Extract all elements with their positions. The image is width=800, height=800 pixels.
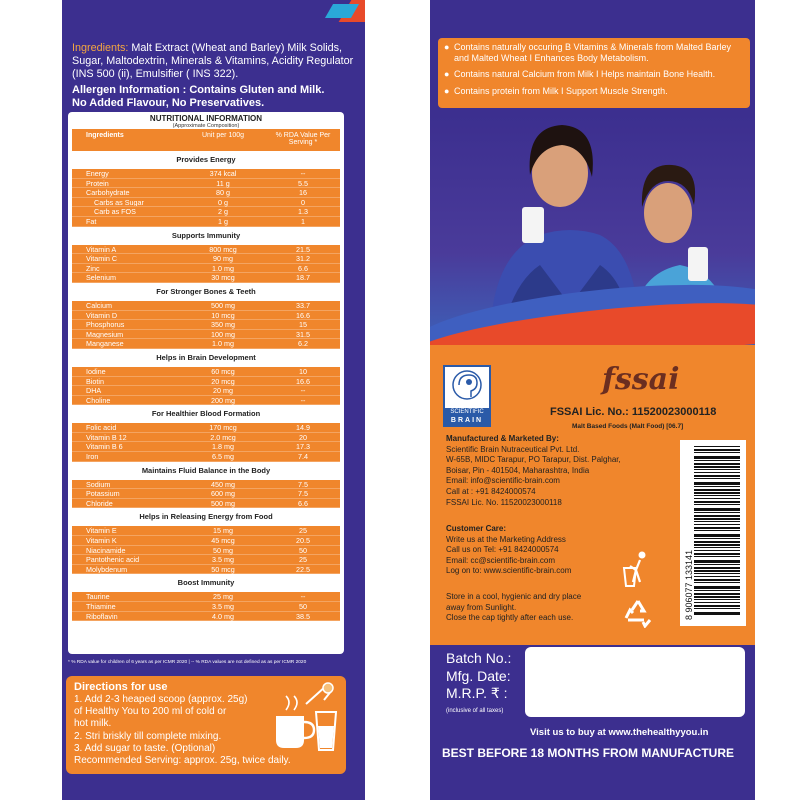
nutrient-amount: 500 mg [211,300,235,310]
nutrient-name: Pantothenic acid [86,555,140,564]
barcode-bar [694,515,740,517]
nutrient-name: Phosphorus [86,320,125,329]
bullet-icon: ● [444,85,450,96]
bullet-icon: ● [444,42,450,52]
nutrient-rda: 38.5 [296,611,310,621]
nutrient-name: Magnesium [86,329,124,339]
nutrient-name: Folic acid [86,423,117,432]
nutrient-rda: 6.2 [298,339,308,349]
barcode-bar [694,564,740,565]
nutrient-amount: 15 mg [213,526,233,536]
barcode-bar [694,501,740,503]
nutrient-rda: 25 [299,555,307,565]
nutrient-name: Manganese [86,339,124,348]
nutrient-name: Molybdenum [86,564,128,574]
nutrient-amount: 20 mcg [211,376,235,386]
nutrient-rda: 15 [299,320,307,330]
nutrient-amount: 0 g [218,197,228,207]
barcode-bar [694,456,740,459]
directions-line: 1. Add 2-3 heaped scoop (approx. 25g) [74,694,248,705]
brain-head-icon [445,367,489,403]
nutrient-amount: 90 mg [213,254,233,264]
barcode-bar [694,482,740,485]
nutrient-amount: 450 mg [211,479,235,489]
barcode-bar [694,478,740,479]
barcode-bar [694,534,740,537]
dispose-in-bin-icon [620,550,652,590]
benefit-text: Contains natural Calcium from Milk I Helps maintain Bone Health. [454,69,716,80]
nutrient-amount: 11 g [216,178,230,188]
fssai-logo: fssai [602,362,680,397]
nutrient-rda: 17.3 [296,442,310,452]
barcode-bar [694,553,740,555]
nutrient-name: Chloride [86,498,113,508]
barcode-bar [694,544,740,546]
nutrient-amount: 60 mcg [211,366,235,376]
nutrition-row [72,442,340,452]
barcode-bar [694,560,740,563]
nutrient-name: Riboflavin [86,611,118,621]
barcode-bar [694,567,740,569]
directions-title: Directions for use [74,681,168,693]
nutrition-row [72,536,340,546]
nutrient-amount: 800 mcg [209,244,237,254]
care-heading: Customer Care: [446,524,507,533]
barcode-bar [694,475,740,477]
nutrition-section-heading: Maintains Fluid Balance in the Body [141,465,271,475]
nutrient-name: Carbs as Sugar [94,197,144,207]
nutrient-name: Potassium [86,489,120,498]
nutrition-row [72,217,340,227]
nutrient-amount: 1.0 mg [212,263,234,273]
care-line: Write us at the Marketing Address [446,534,566,544]
barcode-bar [694,612,740,615]
food-category: Malt Based Foods (Malt Food) [06.7] [572,423,684,430]
barcode-bar [694,608,740,609]
barcode-bar [694,486,740,487]
nutrient-name: Choline [86,395,111,405]
nutrient-name: Protein [86,178,109,188]
header-unit: Unit per 100g [201,132,245,139]
barcode-bar [694,518,740,520]
nutrient-amount: 170 mcg [209,423,237,433]
nutrient-amount: 10 mcg [211,310,235,320]
barcode-bar [694,582,740,583]
storage-line: Close the cap tightly after each use. [446,613,574,623]
manufacturer-heading: Manufactured & Marketed By: [446,434,559,443]
nutrition-row [72,367,340,377]
barcode-bar [694,596,740,598]
nutrition-row [72,433,340,443]
nutrition-row [72,602,340,612]
nutrient-rda: 31.5 [296,329,310,339]
nutrition-row [72,612,340,622]
header-rda: % RDA Value Per Serving * [275,132,331,146]
nutrition-row [72,565,340,575]
barcode-bar [694,547,740,548]
barcode-bar [694,527,740,529]
nutrient-rda: 31.2 [296,254,310,264]
barcode-bar [694,550,740,551]
barcode-bar [694,538,740,539]
nutrient-name: DHA [86,386,102,395]
nutrient-name: Vitamin B 12 [86,432,127,442]
nutrition-section-heading: Helps in Releasing Energy from Food [139,512,273,522]
logo-text-scientific: SCIENTIFIC [445,408,489,416]
nutrient-amount: 600 mg [211,489,235,499]
allergen-line: Allergen Information : Contains Gluten and Milk. [72,84,325,96]
manufacturer-line: Call at : +91 8424000574 [446,486,536,496]
nutrient-rda: 6.6 [298,263,308,273]
nutrition-row [72,339,340,349]
nutrient-amount: 500 mg [211,498,235,508]
nutrient-name: Vitamin K [86,536,117,545]
nutrient-amount: 50 mcg [211,564,235,574]
nutrition-row [72,273,340,283]
barcode-bar [694,524,740,525]
nutrition-row [72,264,340,274]
nutrient-amount: 25 mg [213,592,233,602]
nutrient-rda: 0 [301,197,305,207]
barcode-bar [694,521,740,522]
directions-line: hot milk. [74,718,112,730]
barcode-bar [694,449,740,451]
manufacturer-line: Scientific Brain Nutraceutical Pvt. Ltd. [446,444,580,454]
rda-footnote: * % RDA value for children of 6 years as per ICMR 2020 | -- % RDA values are not defined as as per ICMR 2020 [68,660,307,665]
nutrition-row [72,198,340,208]
nutrient-rda: 20 [299,432,307,442]
barcode-digits: 8 906077 133141 [684,549,694,620]
directions-line: of Healthy You to 200 ml of cold or [74,706,227,718]
nutrient-name: Niacinamide [86,545,126,555]
barcode-bar [694,586,740,589]
barcode-bar [694,463,740,465]
nutrition-row [72,480,340,490]
nutrient-amount: 2 g [218,207,228,217]
benefit-text: Contains naturally occuring B Vitamins & Minerals from Malted Barley and Malted Wheat I Enhances Body Metabolism. [454,42,731,64]
nutrition-row [72,489,340,499]
ingredients-label: Ingredients: [72,42,129,54]
barcode-bar [694,512,740,513]
batch-label: Batch No.: [446,650,512,666]
nutrition-row [72,452,340,462]
nutrient-rda: 22.5 [296,564,310,574]
nutrition-section-heading: Boost Immunity [177,578,235,588]
barcode-bar [694,605,740,607]
nutrient-amount: 1.8 mg [212,442,234,452]
nutrient-name: Carb as FOS [94,207,136,216]
care-line: Log on to: www.scientific-brain.com [446,566,572,576]
best-before: BEST BEFORE 18 MONTHS FROM MANUFACTURE [442,746,735,760]
directions-line: 3. Add sugar to taste. (Optional) [74,742,216,754]
nutrient-rda: 7.5 [298,479,308,489]
benefit-text: Contains protein from Milk I Support Muscle Strength. [454,85,668,96]
nutrient-rda: 14.9 [296,423,310,433]
nutrient-amount: 1.0 mg [212,339,234,349]
mfg-date-label: Mfg. Date: [446,667,511,684]
nutrition-subtitle: (Approximate Composition) [172,123,240,129]
nutrient-rda: 5.5 [298,178,308,188]
nutrient-rda: 7.5 [298,489,308,499]
nutrient-amount: 20 mg [213,386,233,396]
nutrient-amount: 6.5 mg [212,452,234,462]
nutrition-row [72,254,340,264]
barcode-bar [694,590,740,591]
nutrition-body [72,151,340,621]
directions-box [66,676,346,774]
manufacturer-line: W-65B, MIDC Tarapur, PO Tarapur, Dist. Palghar, [446,455,621,465]
nutrition-header-row [72,129,340,151]
nutrient-amount: 2.0 mcg [210,432,236,442]
nutrition-row [72,396,340,406]
nutrition-section-heading: For Healthier Blood Formation [151,409,261,419]
directions-line: Recommended Serving: approx. 25g, twice daily. [74,755,291,767]
barcode-bar [694,576,740,577]
manufacturer-info [446,434,666,508]
nutrient-rda: 1.3 [298,207,308,217]
nutrient-amount: 350 mg [211,320,235,330]
barcode-bar [694,573,740,574]
header-ingredients: Ingredients [86,132,124,139]
batch-mrp-print-box [525,647,745,717]
nutrient-name: Thiamine [86,602,116,611]
nutrition-section-heading: For Stronger Bones & Teeth [156,286,256,296]
barcode-bar [694,508,740,511]
nutrient-name: Energy [86,169,109,178]
nutrient-amount: 80 g [216,188,230,198]
nutrient-name: Vitamin B 6 [86,442,123,452]
directions-line: 2. Stri briskly till complete mixing. [74,730,222,742]
barcode-bar [694,489,740,491]
storage-line: away from Sunlight. [446,602,517,612]
nutrient-amount: 30 mcg [211,273,235,283]
nutrition-section-heading: Helps in Brain Development [156,352,256,362]
mrp-note: (inclusive of all taxes) [446,707,504,714]
recycle-icon [622,598,654,628]
barcode-bar [694,556,740,557]
nutrient-amount: 50 mg [213,545,233,555]
mrp-label: M.R.P. ₹ : [446,685,508,701]
barcode-bar [694,599,740,600]
nutrition-row [72,423,340,433]
nutrient-name: Taurine [86,592,110,601]
nutrient-rda: 18.7 [296,273,310,283]
website-visit: Visit us to buy at www.thehealthyyou.in [530,727,709,738]
nutrient-rda: 20.5 [296,536,310,546]
barcode-bar [694,541,740,543]
nutrition-row [72,546,340,556]
nutrient-rda: 21.5 [296,244,310,254]
ingredients-list: Malt Extract (Wheat and Barley) Milk Solids, Sugar, Maltodextrin, Minerals & Vitamins, Acidity Regulator (INS 500 (ii), Emulsifier ( INS 322). [72,42,354,80]
nutrient-rda: -- [300,386,306,396]
nutrient-amount: 1 g [218,216,228,226]
barcode-bar [694,530,740,531]
care-line: Email: cc@scientific-brain.com [446,555,556,565]
nutrition-row [72,386,340,396]
nutrition-table [68,112,344,654]
nutrient-name: Selenium [86,273,116,282]
nutrition-row [72,330,340,340]
barcode-bar [694,472,740,473]
logo-text-brain: BRAIN [445,416,489,426]
nutrient-amount: 100 mg [211,329,235,339]
nutrition-row [72,592,340,602]
nutrient-rda: 6.6 [298,498,308,508]
barcode-bar [694,593,740,595]
storage-line: Store in a cool, hygienic and dry place [446,592,582,601]
nutrient-rda: 33.7 [296,300,310,310]
nutrient-name: Vitamin D [86,310,118,320]
nutrient-name: Iron [86,452,99,461]
barcode-bar [694,579,740,581]
fssai-license: FSSAI Lic. No.: 11520023000118 [550,406,717,418]
nutrient-rda: 16.6 [296,310,310,320]
nutrient-name: Iodine [86,366,106,376]
nutrition-row [72,179,340,189]
nutrition-row [72,377,340,387]
nutrient-name: Vitamin E [86,526,117,536]
nutrient-name: Vitamin A [86,244,117,254]
nutrient-name: Sodium [86,479,111,489]
nutrient-rda: 50 [299,545,307,555]
ingredients-text [72,42,360,81]
nutrition-row [72,555,340,565]
barcode-bar [694,570,740,572]
nutrient-rda: 50 [299,602,307,611]
nutrient-amount: 4.0 mg [212,611,234,621]
batch-info [446,650,511,720]
nutrient-name: Fat [86,216,97,226]
nutrient-amount: 3.5 mg [212,555,234,565]
mug-and-glass-icon [266,682,342,754]
nutrition-row [72,311,340,321]
nutrient-rda: 16 [299,188,307,198]
bullet-icon: ● [444,69,450,80]
nutrient-name: Zinc [86,263,100,273]
manufacturer-line: FSSAI Lic. No. 11520023000118 [446,497,562,507]
nutrition-section-heading: Supports Immunity [171,230,241,240]
barcode-bar [694,602,740,603]
barcode-bar [694,466,740,468]
right-side-panel [430,0,755,800]
benefit-item [444,86,744,97]
nutrient-name: Carbohydrate [86,188,130,197]
barcode-bar [694,460,740,461]
nutrition-row [72,207,340,217]
nutrition-row [72,169,340,179]
nutrition-row [72,188,340,198]
nutrient-rda: 1 [301,216,305,226]
nutrient-rda: -- [300,395,306,405]
nutrient-rda: 7.4 [298,452,308,462]
nutrition-section-heading: Provides Energy [176,155,236,164]
barcode-bar [694,495,740,496]
nutrient-amount: 3.5 mg [212,602,234,611]
benefit-item [444,69,744,80]
scientific-brain-logo [443,365,491,427]
barcode-bar [694,504,740,505]
nutrient-name: Calcium [86,300,112,310]
care-line: Call us on Tel: +91 8424000574 [446,545,559,555]
nutrient-rda: 16.6 [296,376,310,386]
nutrition-row [72,301,340,311]
nutrient-rda: 10 [299,366,307,376]
barcode-bar [694,452,740,453]
nutrition-row [72,245,340,255]
barcode-bar [694,498,740,499]
nutrition-row [72,320,340,330]
left-side-panel [62,0,365,800]
nutrient-rda: 25 [299,526,307,536]
nutrient-name: Vitamin C [86,254,118,263]
nutrient-rda: -- [300,592,306,602]
nutrition-title: NUTRITIONAL INFORMATION [149,114,263,123]
nutrition-row [72,526,340,536]
nutrient-amount: 374 kcal [209,169,237,178]
nutrient-amount: 45 mcg [211,536,235,546]
barcode [680,440,746,626]
allergen-line: No Added Flavour, No Preservatives. [72,96,265,109]
benefits-box [438,38,750,108]
benefit-item [444,42,744,64]
barcode-bar [694,492,740,494]
barcode-bar [694,469,740,470]
nutrient-amount: 200 mg [211,395,235,405]
allergen-info [72,84,360,109]
nutrition-row [72,499,340,509]
nutrient-rda: -- [300,169,306,178]
manufacturer-line: Boisar, Pin - 401504, Maharashtra, India [446,465,590,475]
nutrient-name: Biotin [86,376,104,386]
barcode-bar [694,446,740,447]
manufacturer-line: Email: info@scientific-brain.com [446,476,560,486]
